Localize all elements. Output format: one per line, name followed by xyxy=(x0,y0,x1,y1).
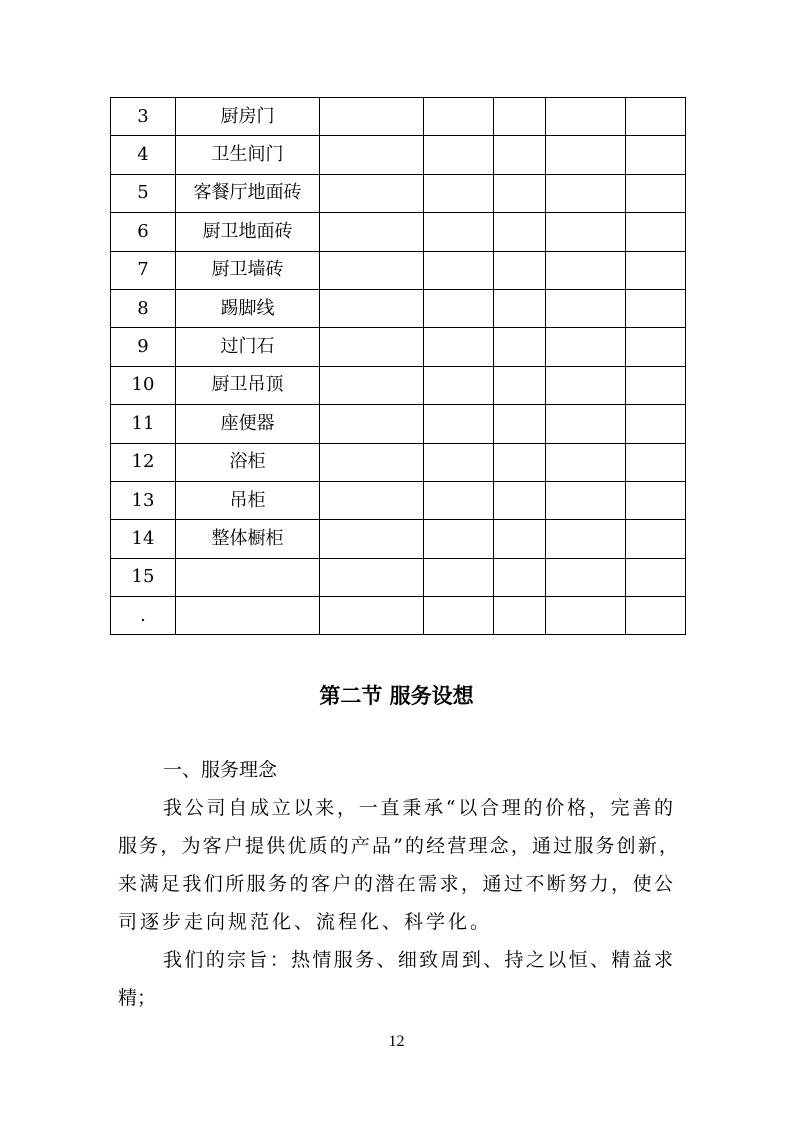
item-name: 吊柜 xyxy=(176,481,320,519)
empty-cell xyxy=(320,328,424,366)
empty-cell xyxy=(494,405,546,443)
empty-cell xyxy=(626,366,686,404)
empty-cell xyxy=(626,136,686,174)
empty-cell xyxy=(424,597,494,635)
empty-cell xyxy=(320,558,424,596)
empty-cell xyxy=(494,520,546,558)
table-row xyxy=(111,443,686,481)
item-name: 卫生间门 xyxy=(176,136,320,174)
item-name: 座便器 xyxy=(176,405,320,443)
empty-cell xyxy=(546,366,626,404)
table-row xyxy=(111,366,686,404)
empty-cell xyxy=(494,443,546,481)
empty-cell xyxy=(320,520,424,558)
page-number: 12 xyxy=(388,1033,405,1050)
empty-cell xyxy=(494,481,546,519)
row-number: 14 xyxy=(111,520,176,558)
empty-cell xyxy=(424,251,494,289)
empty-cell xyxy=(494,174,546,212)
empty-cell xyxy=(546,136,626,174)
empty-cell xyxy=(320,366,424,404)
empty-cell xyxy=(424,98,494,136)
empty-cell xyxy=(424,443,494,481)
empty-cell xyxy=(424,174,494,212)
empty-cell xyxy=(546,520,626,558)
empty-cell xyxy=(546,213,626,251)
table-row xyxy=(111,174,686,212)
empty-cell xyxy=(626,405,686,443)
row-number: 10 xyxy=(111,366,176,404)
empty-cell xyxy=(424,136,494,174)
table-row xyxy=(111,405,686,443)
empty-cell xyxy=(320,174,424,212)
empty-cell xyxy=(424,328,494,366)
table-row xyxy=(111,289,686,327)
empty-cell xyxy=(546,174,626,212)
subheading: 一、服务理念 xyxy=(163,759,278,781)
paragraph-line: 服务，为客户提供优质的产品”的经营理念，通过服务创新， xyxy=(118,835,678,857)
empty-cell xyxy=(546,328,626,366)
row-number: 12 xyxy=(111,443,176,481)
item-name: 厨卫吊顶 xyxy=(176,366,320,404)
row-number: 3 xyxy=(111,98,176,136)
empty-cell xyxy=(424,520,494,558)
table-row xyxy=(111,213,686,251)
empty-cell xyxy=(494,328,546,366)
row-number: 11 xyxy=(111,405,176,443)
row-number: 6 xyxy=(111,213,176,251)
item-name: 浴柜 xyxy=(176,443,320,481)
empty-cell xyxy=(626,520,686,558)
item-name: 厨卫墙砖 xyxy=(176,251,320,289)
row-number: 5 xyxy=(111,174,176,212)
empty-cell xyxy=(626,597,686,635)
empty-cell xyxy=(320,597,424,635)
empty-cell xyxy=(424,405,494,443)
table-row xyxy=(111,98,686,136)
item-name: 客餐厅地面砖 xyxy=(176,174,320,212)
table-row xyxy=(111,481,686,519)
empty-cell xyxy=(626,251,686,289)
empty-cell xyxy=(494,366,546,404)
empty-cell xyxy=(320,136,424,174)
empty-cell xyxy=(626,289,686,327)
empty-cell xyxy=(320,251,424,289)
paragraph-line: 我们的宗旨：热情服务、细致周到、持之以恒、精益求 xyxy=(163,949,673,971)
item-name: 过门石 xyxy=(176,328,320,366)
empty-cell xyxy=(494,213,546,251)
row-number: 7 xyxy=(111,251,176,289)
empty-cell xyxy=(494,98,546,136)
paragraph-line: 司逐步走向规范化、流程化、科学化。 xyxy=(118,911,493,933)
empty-cell xyxy=(626,213,686,251)
empty-cell xyxy=(424,558,494,596)
empty-cell xyxy=(546,597,626,635)
empty-cell xyxy=(320,405,424,443)
table-row xyxy=(111,136,686,174)
empty-cell xyxy=(320,98,424,136)
empty-cell xyxy=(494,289,546,327)
empty-cell xyxy=(626,328,686,366)
item-name: 整体橱柜 xyxy=(176,520,320,558)
row-number: . xyxy=(111,597,176,635)
empty-cell xyxy=(546,558,626,596)
empty-cell xyxy=(626,174,686,212)
paragraph-line: 来满足我们所服务的客户的潜在需求，通过不断努力，使公 xyxy=(118,873,673,895)
empty-cell xyxy=(424,213,494,251)
item-name: 踢脚线 xyxy=(176,289,320,327)
table-row xyxy=(111,597,686,635)
empty-cell xyxy=(494,251,546,289)
table-row xyxy=(111,520,686,558)
empty-cell xyxy=(546,443,626,481)
paragraph-line: 精； xyxy=(118,987,157,1009)
item-name: 厨房门 xyxy=(176,98,320,136)
empty-cell xyxy=(626,558,686,596)
section-title: 第二节 服务设想 xyxy=(319,684,474,708)
table-row xyxy=(111,328,686,366)
empty-cell xyxy=(546,481,626,519)
empty-cell xyxy=(546,98,626,136)
empty-cell xyxy=(424,366,494,404)
item-name: 厨卫地面砖 xyxy=(176,213,320,251)
empty-cell xyxy=(626,481,686,519)
empty-cell xyxy=(494,136,546,174)
empty-cell xyxy=(424,289,494,327)
item-name xyxy=(176,558,320,596)
row-number: 9 xyxy=(111,328,176,366)
empty-cell xyxy=(320,481,424,519)
empty-cell xyxy=(320,443,424,481)
empty-cell xyxy=(320,289,424,327)
empty-cell xyxy=(320,213,424,251)
empty-cell xyxy=(494,597,546,635)
empty-cell xyxy=(546,405,626,443)
empty-cell xyxy=(494,558,546,596)
table-row xyxy=(111,558,686,596)
table-row xyxy=(111,251,686,289)
item-table xyxy=(110,97,686,635)
empty-cell xyxy=(626,98,686,136)
row-number: 4 xyxy=(111,136,176,174)
paragraph-line: 我公司自成立以来，一直秉承“以合理的价格，完善的 xyxy=(163,797,673,819)
row-number: 13 xyxy=(111,481,176,519)
empty-cell xyxy=(424,481,494,519)
row-number: 8 xyxy=(111,289,176,327)
item-name xyxy=(176,597,320,635)
empty-cell xyxy=(626,443,686,481)
empty-cell xyxy=(546,251,626,289)
empty-cell xyxy=(546,289,626,327)
row-number: 15 xyxy=(111,558,176,596)
